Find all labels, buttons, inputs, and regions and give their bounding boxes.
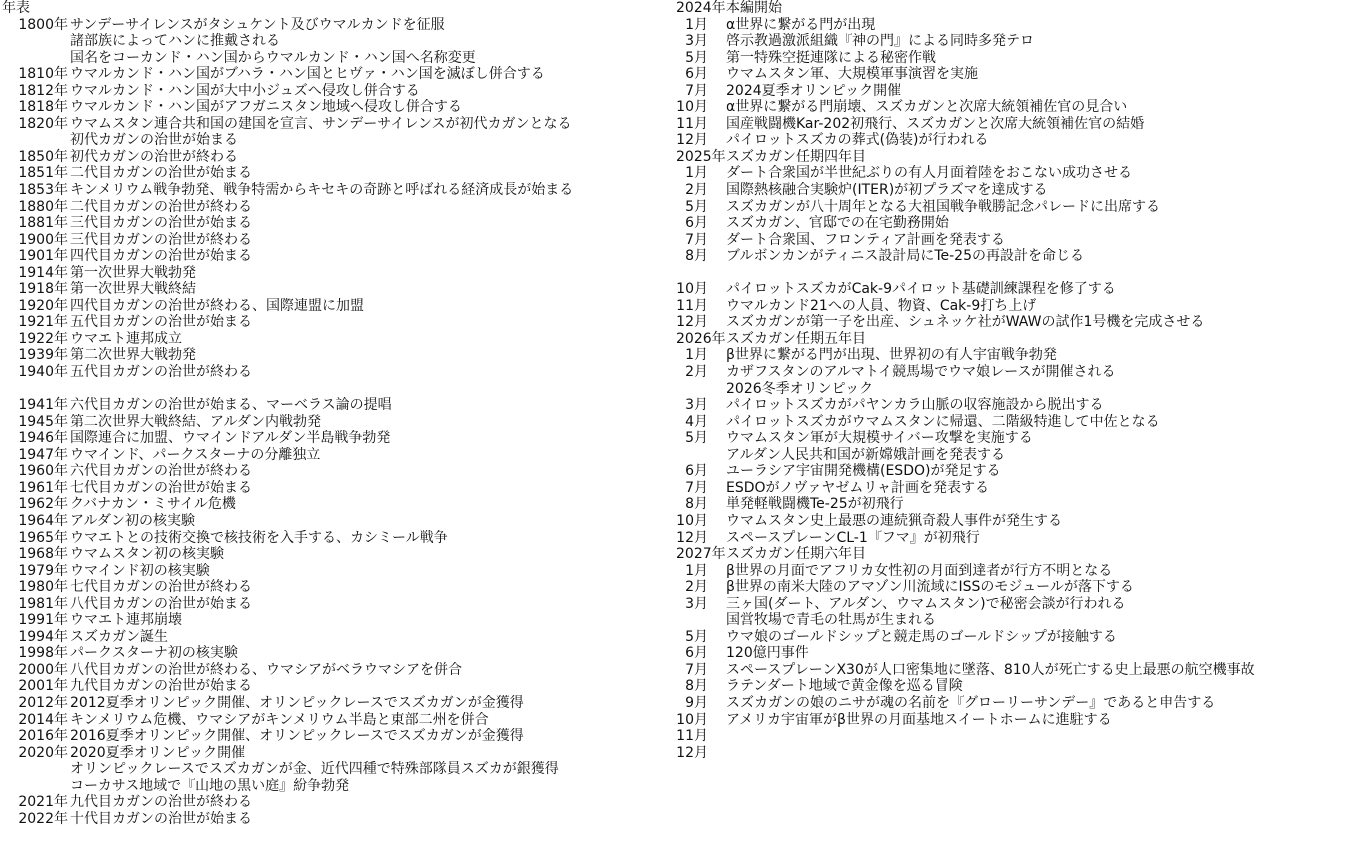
timeline-row	[0, 463, 676, 480]
event-cell: パイロットスズカの葬式(偽装)が行われる	[726, 132, 989, 149]
event-cell: ウマルカンド21への人員、物資、Cak-9打ち上げ	[726, 297, 1037, 314]
event-cell: ウマムスタン軍が大規模サイバー攻撃を実施する	[726, 430, 1033, 447]
event-cell: キンメリウム危機、ウマシアがキンメリウム半島と東部二州を併合	[70, 711, 489, 728]
timeline-row	[676, 314, 1363, 331]
header-row	[0, 0, 676, 17]
timeline-row	[0, 33, 676, 50]
date-cell: 2000年	[18, 661, 68, 678]
date-cell: 1962年	[18, 496, 68, 513]
date-cell: 1968年	[18, 546, 68, 563]
event-cell: 六代目カガンの治世が終わる	[70, 463, 252, 480]
date-cell: 3月	[685, 595, 708, 612]
date-cell: 3月	[685, 33, 708, 50]
timeline-row	[676, 364, 1363, 381]
event-cell: スペースプレーンCL-1『フマ』が初飛行	[726, 529, 980, 546]
timeline-row	[0, 347, 676, 364]
event-cell: ダート合衆国、フロンティア計画を発表する	[726, 231, 1005, 248]
date-cell: 2020年	[18, 744, 68, 761]
date-cell: 1月	[685, 347, 708, 364]
date-cell: 1991年	[18, 612, 68, 629]
date-cell: 2025年	[676, 148, 726, 165]
timeline-row	[676, 132, 1363, 149]
timeline-row	[676, 33, 1363, 50]
event-cell: 第一特殊空挺連隊による秘密作戦	[726, 49, 936, 66]
timeline-row	[0, 728, 676, 745]
date-cell: 12月	[676, 744, 708, 761]
event-cell: 国営牧場で青毛の牡馬が生まれる	[726, 612, 936, 629]
timeline-row	[0, 182, 676, 199]
timeline-row	[676, 248, 1363, 265]
timeline-row	[676, 695, 1363, 712]
right-column	[676, 0, 1363, 761]
event-cell: 単発軽戦闘機Te-25が初飛行	[726, 496, 904, 513]
event-cell: スズカガンが第一子を出産、シュネッケ社がWAWの試作1号機を完成させる	[726, 314, 1205, 331]
timeline-row	[676, 612, 1363, 629]
event-cell: スズカガン、官邸での在宅勤務開始	[726, 215, 949, 232]
date-cell: 2026年	[676, 330, 726, 347]
timeline-row	[0, 50, 676, 67]
date-cell: 8月	[685, 678, 708, 695]
date-cell: 1939年	[18, 347, 68, 364]
date-cell: 2016年	[18, 728, 68, 745]
date-cell: 1941年	[18, 397, 68, 414]
event-cell: 十代目カガンの治世が始まる	[70, 810, 252, 827]
date-cell: 2月	[685, 182, 708, 199]
timeline-row	[0, 298, 676, 315]
event-cell: ウマルカンド・ハン国が大中小ジュズへ侵攻し併合する	[70, 82, 420, 99]
event-cell: α世界に繋がる門崩壊、スズカガンと次席大統領補佐官の見合い	[726, 99, 1128, 116]
date-cell: 2月	[685, 579, 708, 596]
event-cell: 四代目カガンの治世が始まる	[70, 248, 252, 265]
event-cell: パイロットスズカがCak-9パイロット基礎訓練課程を修了する	[726, 281, 1116, 298]
date-cell	[0, 33, 70, 50]
event-cell: ウマルカンド・ハン国がアフガニスタン地域へ侵攻し併合する	[70, 99, 462, 116]
date-cell: 1940年	[18, 364, 68, 381]
timeline-row	[0, 430, 676, 447]
event-cell: キンメリウム戦争勃発、戦争特需からキセキの奇跡と呼ばれる経済成長が始まる	[70, 182, 574, 199]
timeline-row	[676, 17, 1363, 34]
event-cell: 第一次世界大戦終結	[70, 281, 196, 298]
date-cell: 1818年	[18, 99, 68, 116]
date-cell: 7月	[685, 82, 708, 99]
date-cell: 2012年	[18, 694, 68, 711]
timeline-row	[676, 83, 1363, 100]
event-cell	[726, 728, 1363, 745]
event-cell: パークスターナ初の核実験	[70, 645, 238, 662]
date-cell: 9月	[685, 694, 708, 711]
timeline-row	[0, 480, 676, 497]
event-cell: オリンピックレースでスズカガンが金、近代四種で特殊部隊員スズカが銀獲得	[70, 761, 559, 778]
timeline-row	[0, 314, 676, 331]
left-column	[0, 0, 676, 827]
date-cell	[676, 265, 726, 282]
event-cell: 五代目カガンの治世が始まる	[70, 314, 252, 331]
date-cell: 11月	[676, 115, 708, 132]
event-cell: スズカガン任期四年目	[726, 148, 866, 165]
date-cell: 2024年	[676, 0, 726, 16]
event-cell: コーカサス地域で『山地の黒い庭』紛争勃発	[70, 777, 350, 794]
event-cell	[70, 381, 676, 398]
timeline-row	[676, 99, 1363, 116]
timeline-row	[676, 265, 1363, 282]
timeline-row	[676, 199, 1363, 216]
date-cell: 2001年	[18, 678, 68, 695]
timeline-row	[676, 645, 1363, 662]
event-cell: カザフスタンのアルマトイ競馬場でウマ娘レースが開催される	[726, 364, 1116, 381]
timeline-row	[676, 232, 1363, 249]
date-cell: 5月	[685, 628, 708, 645]
date-cell: 10月	[676, 512, 708, 529]
event-cell: 120億円事件	[726, 645, 809, 662]
event-cell: β世界の月面でアフリカ女性初の月面到達者が行方不明となる	[726, 562, 1113, 579]
timeline-row	[0, 66, 676, 83]
timeline-row	[0, 397, 676, 414]
date-cell	[676, 447, 726, 464]
date-cell: 1946年	[18, 430, 68, 447]
timeline-row	[676, 447, 1363, 464]
timeline-row	[676, 50, 1363, 67]
event-cell: 四代目カガンの治世が終わる、国際連盟に加盟	[70, 297, 364, 314]
date-cell: 12月	[676, 314, 708, 331]
event-cell: 三代目カガンの治世が始まる	[70, 215, 252, 232]
timeline-row	[0, 215, 676, 232]
date-cell: 10月	[676, 99, 708, 116]
event-cell: 本編開始	[726, 0, 782, 16]
event-cell: ウマルカンド・ハン国がブハラ・ハン国とヒヴァ・ハン国を滅ぼし併合する	[70, 66, 545, 83]
timeline-row	[676, 678, 1363, 695]
timeline-row	[676, 629, 1363, 646]
date-cell: 5月	[685, 198, 708, 215]
timeline-row	[0, 794, 676, 811]
event-cell: β世界の南米大陸のアマゾン川流域にISSのモジュールが落下する	[726, 579, 1134, 596]
timeline-row	[0, 712, 676, 729]
event-cell: 五代目カガンの治世が終わる	[70, 364, 252, 381]
timeline-row	[0, 645, 676, 662]
timeline-row	[676, 662, 1363, 679]
event-cell: ウマインド、パークスターナの分離独立	[70, 446, 321, 463]
date-cell: 2021年	[18, 794, 68, 811]
timeline-row	[0, 265, 676, 282]
timeline-row	[0, 414, 676, 431]
event-cell: 九代目カガンの治世が終わる	[70, 794, 252, 811]
date-cell: 10月	[676, 711, 708, 728]
date-cell: 1853年	[18, 182, 68, 199]
date-cell: 1918年	[18, 281, 68, 298]
event-cell: 国際連合に加盟、ウマインドアルダン半島戦争勃発	[70, 430, 391, 447]
date-cell: 12月	[676, 132, 708, 149]
event-cell: ラテンダート地域で黄金像を巡る冒険	[726, 678, 963, 695]
event-cell: 六代目カガンの治世が始まる、マーベラス論の提唱	[70, 397, 392, 414]
event-cell: ウマエトとの技術交換で核技術を入手する、カシミール戦争	[70, 529, 448, 546]
date-cell: 2022年	[18, 810, 68, 827]
date-cell: 10月	[676, 281, 708, 298]
timeline-row	[676, 347, 1363, 364]
timeline-row	[0, 530, 676, 547]
event-cell: 八代目カガンの治世が始まる	[70, 595, 252, 612]
date-cell	[0, 132, 70, 149]
timeline-row	[0, 132, 676, 149]
date-cell: 11月	[676, 728, 708, 745]
event-cell: スズカガンが八十周年となる大祖国戦争戦勝記念パレードに出席する	[726, 198, 1160, 215]
timeline-row	[0, 496, 676, 513]
timeline-row	[0, 331, 676, 348]
date-cell: 8月	[685, 248, 708, 265]
timeline-row	[676, 712, 1363, 729]
date-cell: 1922年	[18, 330, 68, 347]
date-cell: 2027年	[676, 546, 726, 563]
event-cell: 八代目カガンの治世が終わる、ウマシアがベラウマシアを併合	[70, 661, 462, 678]
date-cell: 1850年	[18, 148, 68, 165]
date-cell: 1981年	[18, 595, 68, 612]
date-cell: 1979年	[18, 562, 68, 579]
timeline-row	[676, 430, 1363, 447]
timeline-row	[676, 563, 1363, 580]
event-cell: 2012夏季オリンピック開催、オリンピックレースでスズカガンが金獲得	[70, 694, 524, 711]
timeline-row	[0, 232, 676, 249]
date-cell: 1965年	[18, 529, 68, 546]
event-cell	[726, 745, 1363, 762]
event-cell: 国産戦闘機Kar-202初飛行、スズカガンと次席大統領補佐官の結婚	[726, 115, 1145, 132]
date-cell: 6月	[685, 645, 708, 662]
timeline-row	[676, 215, 1363, 232]
timeline-row	[0, 248, 676, 265]
date-cell: 1947年	[18, 446, 68, 463]
timeline-row	[0, 281, 676, 298]
timeline-row	[676, 530, 1363, 547]
timeline-row	[0, 165, 676, 182]
event-cell: アルダン人民共和国が新嫦娥計画を発表する	[726, 446, 1006, 463]
date-cell: 6月	[685, 215, 708, 232]
event-cell: スズカガン誕生	[70, 628, 168, 645]
event-cell: ウマインド初の核実験	[70, 562, 210, 579]
event-cell: ウマエト連邦崩壊	[70, 612, 182, 629]
timeline-row	[676, 66, 1363, 83]
timeline-row	[0, 811, 676, 828]
date-cell	[0, 50, 70, 67]
timeline-row	[676, 579, 1363, 596]
event-cell: アメリカ宇宙軍がβ世界の月面基地スイートホームに進駐する	[726, 711, 1112, 728]
timeline-row	[0, 546, 676, 563]
date-cell: 1921年	[18, 314, 68, 331]
date-cell: 8月	[685, 496, 708, 513]
event-cell: 第二次世界大戦勃発	[70, 347, 196, 364]
event-cell: 2020夏季オリンピック開催	[70, 744, 246, 761]
timeline-row	[676, 165, 1363, 182]
timeline-row	[676, 596, 1363, 613]
event-cell: 七代目カガンの治世が終わる	[70, 579, 252, 596]
event-cell: ユーラシア宇宙開発機構(ESDO)が発足する	[726, 463, 1001, 480]
event-cell: 初代カガンの治世が始まる	[70, 132, 238, 149]
event-cell: 第一次世界大戦勃発	[70, 264, 196, 281]
event-cell: スズカガン任期五年目	[726, 330, 866, 347]
date-cell: 5月	[685, 49, 708, 66]
event-cell: ウマムスタン初の核実験	[70, 546, 224, 563]
event-cell: ESDOがノヴァヤゼムリャ計画を発表する	[726, 479, 989, 496]
event-cell: パイロットスズカがパヤンカラ山脈の収容施設から脱出する	[726, 397, 1104, 414]
event-cell: α世界に繋がる門が出現	[726, 16, 876, 33]
event-cell: 国名をコーカンド・ハン国からウマルカンド・ハン国へ名称変更	[70, 49, 476, 66]
date-cell: 1820年	[18, 115, 68, 132]
event-cell: 二代目カガンの治世が始まる	[70, 165, 252, 182]
date-cell: 1901年	[18, 248, 68, 265]
timeline-row	[0, 662, 676, 679]
event-cell: クバナカン・ミサイル危機	[70, 496, 236, 513]
timeline-row	[676, 480, 1363, 497]
date-cell: 1810年	[18, 66, 68, 83]
event-cell: 2026冬季オリンピック	[726, 380, 874, 397]
event-cell: 三ヶ国(ダート、アルダン、ウマムスタン)で秘密会談が行われる	[726, 595, 1126, 612]
event-cell: ウマエト連邦成立	[70, 330, 182, 347]
timeline-row	[676, 513, 1363, 530]
timeline-row	[676, 298, 1363, 315]
event-cell: 2016夏季オリンピック開催、オリンピックレースでスズカガンが金獲得	[70, 728, 524, 745]
event-cell: サンデーサイレンスがタシュケント及びウマルカンドを征服	[70, 16, 445, 33]
timeline-row	[0, 149, 676, 166]
date-cell	[0, 761, 70, 778]
timeline-row	[0, 563, 676, 580]
event-cell: スズカガンの娘のニサが魂の名前を『グローリーサンデー』であると申告する	[726, 694, 1216, 711]
timeline-row	[676, 182, 1363, 199]
timeline-row	[676, 745, 1363, 762]
date-cell: 1945年	[18, 413, 68, 430]
timeline-row	[0, 513, 676, 530]
event-cell: スペースプレーンX30が人口密集地に墜落、810人が死亡する史上最悪の航空機事故	[726, 661, 1255, 678]
date-cell	[676, 612, 726, 629]
event-cell	[726, 265, 1363, 282]
timeline-row	[676, 149, 1363, 166]
event-cell: アルダン初の核実験	[70, 512, 196, 529]
date-cell: 1月	[685, 165, 708, 182]
date-cell: 1800年	[18, 16, 68, 33]
event-cell: 2024夏季オリンピック開催	[726, 82, 902, 99]
date-cell	[676, 381, 726, 398]
timeline-row	[0, 778, 676, 795]
date-cell: 3月	[685, 397, 708, 414]
date-cell: 7月	[685, 479, 708, 496]
date-cell: 1881年	[18, 215, 68, 232]
event-cell: パイロットスズカがウマムスタンに帰還、二階級特進して中佐となる	[726, 413, 1160, 430]
timeline-row	[0, 629, 676, 646]
timeline-row	[676, 496, 1363, 513]
timeline-row	[676, 381, 1363, 398]
date-cell: 11月	[676, 297, 708, 314]
event-cell: β世界に繋がる門が出現、世界初の有人宇宙戦争勃発	[726, 347, 1057, 364]
date-cell: 6月	[685, 66, 708, 83]
timeline-row	[0, 579, 676, 596]
timeline-row	[0, 83, 676, 100]
event-cell: ウマムスタン軍、大規模軍事演習を実施	[726, 66, 978, 83]
event-cell: 七代目カガンの治世が始まる	[70, 479, 252, 496]
event-cell: 初代カガンの治世が終わる	[70, 148, 238, 165]
date-cell: 1964年	[18, 512, 68, 529]
date-cell: 1994年	[18, 628, 68, 645]
date-cell: 7月	[685, 231, 708, 248]
timeline-row	[0, 447, 676, 464]
date-cell	[0, 778, 70, 795]
date-cell: 4月	[685, 413, 708, 430]
timeline-row	[676, 728, 1363, 745]
timeline-row	[676, 331, 1363, 348]
date-cell: 2014年	[18, 711, 68, 728]
date-cell: 7月	[685, 661, 708, 678]
timeline-row	[676, 397, 1363, 414]
timeline-row	[0, 678, 676, 695]
date-cell: 1920年	[18, 297, 68, 314]
event-cell: 二代目カガンの治世が終わる	[70, 198, 252, 215]
timeline-row	[0, 381, 676, 398]
event-cell: ブルボンカンがティニス設計局にTe-25の再設計を命じる	[726, 248, 1084, 265]
date-cell: 1961年	[18, 479, 68, 496]
event-cell: 九代目カガンの治世が始まる	[70, 678, 252, 695]
event-cell: ウマ娘のゴールドシップと競走馬のゴールドシップが接触する	[726, 628, 1117, 645]
date-cell: 1880年	[18, 198, 68, 215]
timeline-row	[0, 99, 676, 116]
timeline-row	[0, 612, 676, 629]
date-cell: 12月	[676, 529, 708, 546]
date-cell: 1812年	[18, 82, 68, 99]
date-cell: 6月	[685, 463, 708, 480]
timeline-row	[676, 281, 1363, 298]
event-cell: ウマムスタン連合共和国の建国を宣言、サンデーサイレンスが初代カガンとなる	[70, 115, 572, 132]
event-cell: ダート合衆国が半世紀ぶりの有人月面着陸をおこない成功させる	[726, 165, 1132, 182]
date-cell	[0, 381, 70, 398]
event-cell: 第二次世界大戦終結、アルダン内戦勃発	[70, 413, 322, 430]
timeline-row	[0, 364, 676, 381]
date-cell: 5月	[685, 430, 708, 447]
timeline-row	[0, 745, 676, 762]
timeline-row	[676, 546, 1363, 563]
timeline-row	[0, 17, 676, 34]
timeline-row	[0, 199, 676, 216]
event-cell: 啓示教過激派組織『神の門』による同時多発テロ	[726, 33, 1034, 50]
date-cell: 1980年	[18, 579, 68, 596]
date-cell: 1960年	[18, 463, 68, 480]
timeline-row	[676, 463, 1363, 480]
timeline-row	[676, 0, 1363, 17]
timeline-row	[676, 116, 1363, 133]
date-cell: 1851年	[18, 165, 68, 182]
date-cell: 1914年	[18, 264, 68, 281]
timeline-row	[0, 695, 676, 712]
date-cell: 1998年	[18, 645, 68, 662]
event-cell: スズカガン任期六年目	[726, 546, 866, 563]
date-cell: 1月	[685, 562, 708, 579]
timeline-row	[0, 761, 676, 778]
date-cell: 1月	[685, 16, 708, 33]
event-cell: 国際熱核融合実験炉(ITER)が初プラズマを達成する	[726, 182, 1048, 199]
date-cell: 2月	[685, 364, 708, 381]
event-cell: 三代目カガンの治世が終わる	[70, 231, 252, 248]
event-cell: ウマムスタン史上最悪の連続猟奇殺人事件が発生する	[726, 512, 1062, 529]
table-header: 年表	[2, 0, 30, 16]
timeline-row	[676, 414, 1363, 431]
event-cell: 諸部族によってハンに推戴される	[70, 33, 280, 50]
date-cell: 1900年	[18, 231, 68, 248]
timeline-row	[0, 116, 676, 133]
timeline-row	[0, 596, 676, 613]
